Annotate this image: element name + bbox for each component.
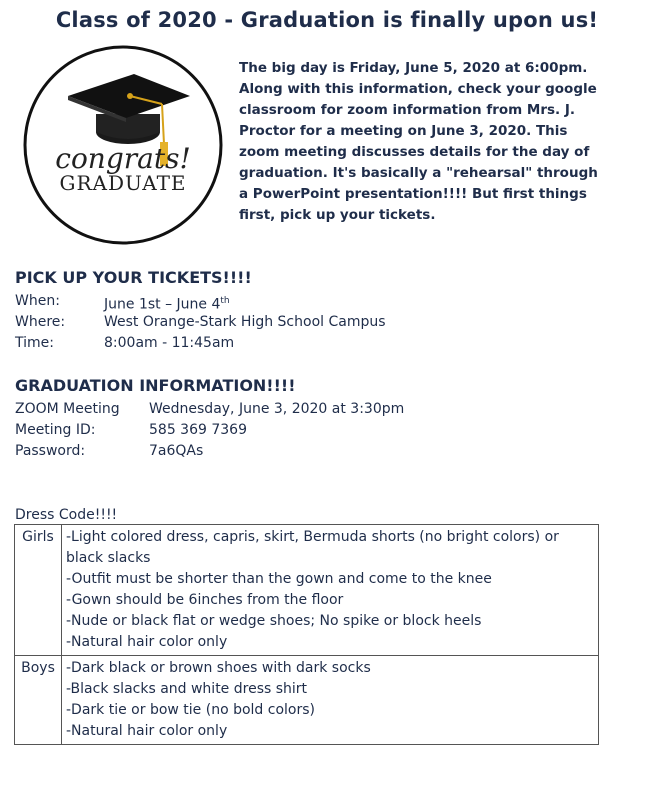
meeting-id-label: Meeting ID: — [15, 422, 96, 438]
table-row — [15, 525, 599, 656]
logo-word: GRADUATE — [59, 171, 187, 195]
dress-code-heading: Dress Code!!!! — [15, 507, 118, 523]
list-item: -Light colored dress, capris, skirt, Bermuda shorts (no bright colors) or black slacks — [66, 529, 559, 566]
intro-paragraph: The big day is Friday, June 5, 2020 at 6:00pm. Along with this information, check your google classroom for zoom information from Mrs. J. Proctor for a meeting on June 3, 2020. This zoom meeting discusses details for the day of graduation. It's basically a "rehearsal" through a PowerPoint presentation!!!! But first things first, pick up your tickets. — [239, 60, 598, 223]
tickets-heading: PICK UP YOUR TICKETS!!!! — [15, 268, 252, 287]
girls-label: Girls — [15, 525, 62, 656]
list-item: -Dark black or brown shoes with dark socks — [66, 660, 371, 676]
list-item: -Outfit must be shorter than the gown and come to the knee — [66, 571, 492, 587]
dress-code-table — [14, 524, 599, 745]
girls-items — [62, 525, 599, 656]
table-row — [15, 656, 599, 745]
page-title: Class of 2020 - Graduation is finally upon us! — [55, 8, 599, 32]
congrats-graduate-logo — [22, 44, 224, 246]
list-item: -Gown should be 6inches from the floor — [66, 592, 344, 608]
password-value: 7a6QAs — [149, 443, 204, 459]
boys-items — [62, 656, 599, 745]
list-item: -Nude or black flat or wedge shoes; No spike or block heels — [66, 613, 482, 629]
logo-script-text: congrats! — [55, 142, 191, 175]
time-label: Time: — [15, 335, 54, 351]
list-item: -Dark tie or bow tie (no bold colors) — [66, 702, 315, 718]
password-label: Password: — [15, 443, 86, 459]
list-item: -Black slacks and white dress shirt — [66, 681, 308, 697]
zoom-label: ZOOM Meeting — [15, 401, 120, 417]
zoom-value: Wednesday, June 3, 2020 at 3:30pm — [149, 401, 405, 417]
when-label: When: — [15, 293, 60, 309]
meeting-id-value: 585 369 7369 — [149, 422, 247, 438]
graduation-heading: GRADUATION INFORMATION!!!! — [15, 376, 296, 395]
boys-label: Boys — [15, 656, 62, 745]
list-item: -Natural hair color only — [66, 634, 228, 650]
where-value: West Orange-Stark High School Campus — [104, 314, 386, 330]
where-label: Where: — [15, 314, 66, 330]
when-value: June 1st – June 4th — [104, 296, 230, 313]
list-item: -Natural hair color only — [66, 723, 228, 739]
time-value: 8:00am - 11:45am — [104, 335, 235, 351]
